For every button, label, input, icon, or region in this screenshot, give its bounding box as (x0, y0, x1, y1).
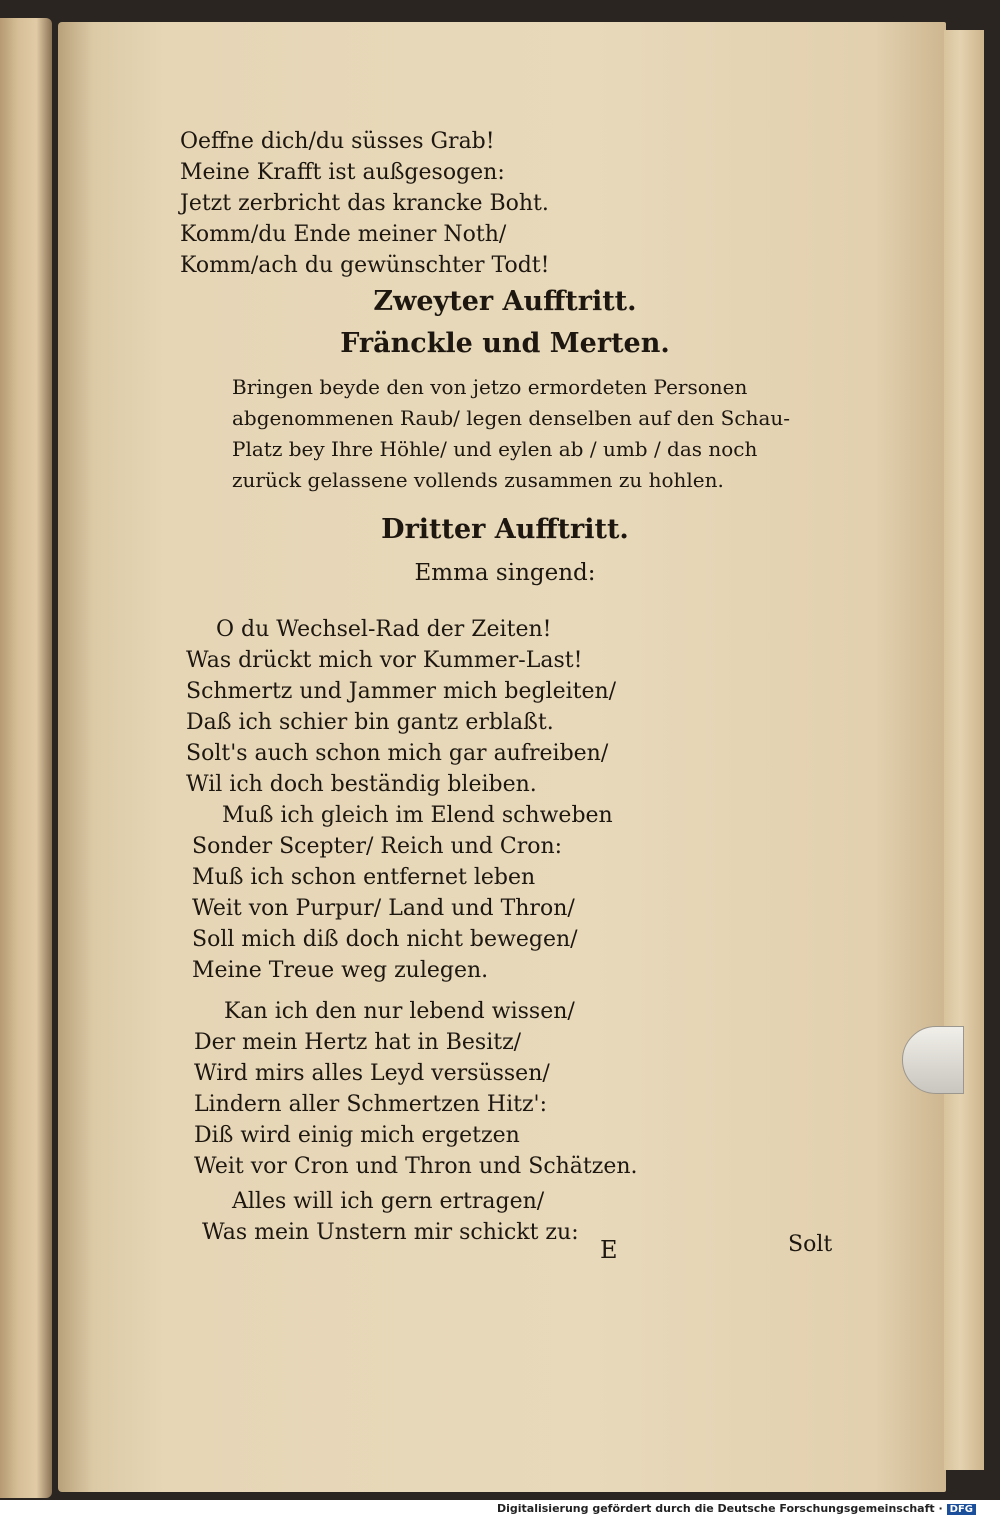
top-verse (180, 126, 549, 281)
page-stack-edge (944, 30, 984, 1470)
verse-line: Daß ich schier bin gantz erblaßt. (186, 710, 554, 735)
verse-line: Lindern aller Schmertzen Hitz': (194, 1092, 547, 1117)
catchword: Solt (788, 1232, 833, 1257)
verse-line: Komm/ach du gewünschter Todt! (180, 253, 550, 278)
stanza-4 (202, 1186, 579, 1248)
footer-text: Digitalisierung gefördert durch die Deutsche Forschungsgemeinschaft · (496, 1502, 943, 1515)
verse-line: Muß ich gleich im Elend schweben (222, 803, 613, 828)
footer-credit (497, 1502, 976, 1515)
verse-line: Oeffne dich/du süsses Grab! (180, 129, 495, 154)
stanza-1 (186, 614, 616, 800)
verse-line: Soll mich diß doch nicht bewegen/ (192, 927, 578, 952)
dfg-logo: DFG (947, 1504, 976, 1515)
verse-line: Jetzt zerbricht das krancke Boht. (180, 191, 549, 216)
verse-line: Solt's auch schon mich gar aufreiben/ (186, 741, 609, 766)
page-clip-tab (902, 1026, 964, 1094)
verse-line: Meine Treue weg zulegen. (192, 958, 489, 983)
stanza-3 (194, 996, 638, 1182)
scene3-title: Dritter Aufftritt. (381, 514, 629, 545)
verse-line: Diß wird einig mich ergetzen (194, 1123, 520, 1148)
verse-line: O du Wechsel-Rad der Zeiten! (216, 617, 552, 642)
verse-line: Komm/du Ende meiner Noth/ (180, 222, 507, 247)
scene2-direction (182, 372, 822, 496)
verse-line: Weit von Purpur/ Land und Thron/ (192, 896, 575, 921)
stage-direction: Bringen beyde den von jetzo ermordeten Personen abgenommenen Raub/ legen denselben auf den Schau-Platz bey Ihre Höhle/ und eylen ab / umb / das noch zurück gelassene vollends zusammen zu hohlen. (232, 375, 791, 492)
verse-line: Schmertz und Jammer mich begleiten/ (186, 679, 617, 704)
verse-line: Der mein Hertz hat in Besitz/ (194, 1030, 522, 1055)
verse-line: Wird mirs alles Leyd versüssen/ (194, 1061, 550, 1086)
verse-line: Meine Krafft ist außgesogen: (180, 160, 505, 185)
scene2-title: Zweyter Aufftritt. (373, 286, 637, 317)
verse-line: Muß ich schon entfernet leben (192, 865, 536, 890)
scene3-speaker: Emma singend: (414, 560, 596, 586)
signature-mark: E (600, 1236, 618, 1264)
scene2-persons: Fränckle und Merten. (340, 328, 670, 359)
verse-line: Was mein Unstern mir schickt zu: (202, 1220, 579, 1245)
verse-line: Wil ich doch beständig bleiben. (186, 772, 537, 797)
left-page-edge (0, 18, 52, 1498)
verse-line: Alles will ich gern ertragen/ (232, 1189, 545, 1214)
verse-line: Was drückt mich vor Kummer-Last! (186, 648, 583, 673)
verse-line: Kan ich den nur lebend wissen/ (224, 999, 575, 1024)
verse-line: Sonder Scepter/ Reich und Cron: (192, 834, 563, 859)
verse-line: Weit vor Cron und Thron und Schätzen. (194, 1154, 638, 1179)
stanza-2 (192, 800, 613, 986)
